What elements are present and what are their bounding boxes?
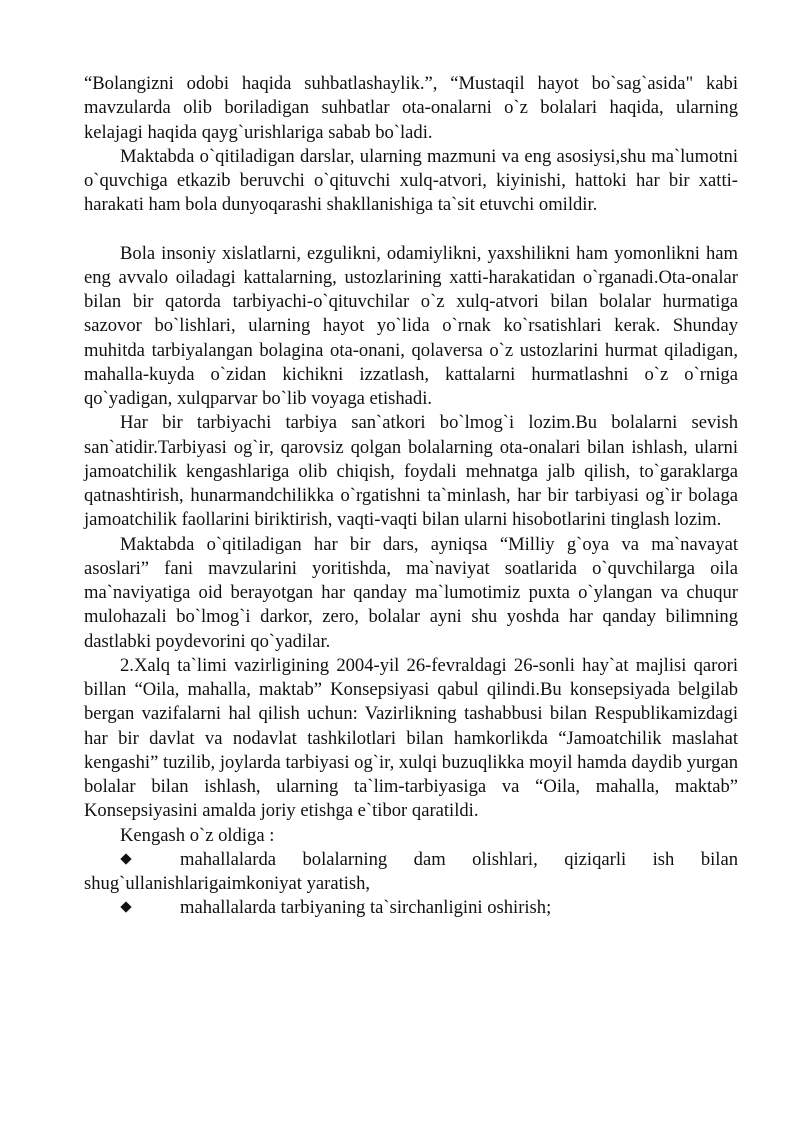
diamond-bullet-icon [120, 902, 131, 913]
paragraph-1: “Bolangizni odobi haqida suhbatlashaylik.”, “Mustaqil hayot bo`sag`asida" kabi mavzularda olib boriladigan suhbatlar ota-onalarni o`z bolalari haqida, ularning kelajagi haqida qayg`urishlariga sabab bo`ladi. [84, 73, 738, 143]
diamond-bullet-icon [120, 853, 131, 864]
paragraph-spacer [84, 218, 738, 242]
paragraph-5: Maktabda o`qitiladigan har bir dars, ayniqsa “Milliy g`oya va ma`navayat asoslari” fani mavzularini yoritishda, ma`naviyat soatlarida o`quvchilarga oila ma`naviyatiga oid berayotgan har qanday ma`lumotimiz puxta o`ylangan va chuqur mulohazali bo`lmog`i darkor, zero, bolalar ayni shu yoshda har qanday bilimning dastlabki poydevorini qo`yadilar. [84, 533, 738, 652]
paragraph-3: Bola insoniy xislatlarni, ezgulikni, odamiylikni, yaxshilikni ham yomonlikni ham eng avvalo oiladagi kattalarning, ustozlarining xatti-harakatidan o`rganadi.Ota-onalar bilan bir qatorda tarbiyachi-o`qituvchilar o`z xulq-atvori bilan bolalar hurmatiga sazovor bo`lishlari, ularning hayot yo`lida o`rnak ko`rsatishlari kerak. Shunday muhitda tarbiyalangan bolagina ota-onani, qolaversa o`z ustozlarini hurmat qiladigan, mahalla-kuyda o`zidan kichikni izzatlash, kattalarni hurmatlashni o`z o`rniga qo`yadigan, xulqparvar bo`lib voyaga etishadi. [84, 242, 738, 409]
document-page [84, 72, 738, 921]
bullet-text-2: mahallalarda tarbiyaning ta`sirchanligini oshirish; [180, 897, 552, 919]
bullet-item-2 [84, 896, 738, 920]
bullet-text-1: mahallalarda bolalarning dam olishlari, qiziqarli ish bilan shug`ullanishlarigaimkoniyat yaratish, [84, 848, 738, 894]
bullet-item-1 [84, 848, 738, 897]
paragraph-2: Maktabda o`qitiladigan darslar, ularning mazmuni va eng asosiysi,shu ma`lumotni o`quvchiga etkazib beruvchi o`qituvchi xulq-atvori, kiyinishi, hattoki har bir xatti-harakati ham bola dunyoqarashi shakllanishiga ta`sit etuvchi omildir. [84, 145, 738, 216]
paragraph-4: Har bir tarbiyachi tarbiya san`atkori bo`lmog`i lozim.Bu bolalarni sevish san`atidir.Tarbiyasi og`ir, qarovsiz qolgan bolalarning ota-onalari bilan ishlash, ularni jamoatchilik kengashlariga olib chiqish, foydali mehnatga jalb qilish, to`garaklarga qatnashtirish, hunarmandchilikka o`rgatishni ta`minlash, har bir tarbiyasi og`ir bolaga jamoatchilik faollarini biriktirish, vaqti-vaqti bilan ularni hisobotlarini tinglash lozim. [84, 412, 738, 531]
paragraph-6: 2.Xalq ta`limi vazirligining 2004-yil 26-fevraldagi 26-sonli hay`at majlisi qarori billan “Oila, mahalla, maktab” Konsepsiyasi qabul qilindi.Bu konsepsiyada belgilab bergan vazifalarni hal qilish uchun: Vazirlikning tashabbusi bilan Respublikamizdagi har bir davlat va nodavlat tashkilotlari bilan hamkorlikda “Jamoatchilik maslahat kengashi” tuzilib, joylarda tarbiyasi og`ir, xulqi buzuqlikka moyil hamda daydib yurgan bolalar bilan ishlash, ularning ta`lim-tarbiyasiga va “Oila, mahalla, maktab” Konsepsiyasini amalda joriy etishga e`tibor qaratildi. [84, 654, 738, 822]
paragraph-7: Kengash o`z oldiga : [120, 824, 275, 846]
